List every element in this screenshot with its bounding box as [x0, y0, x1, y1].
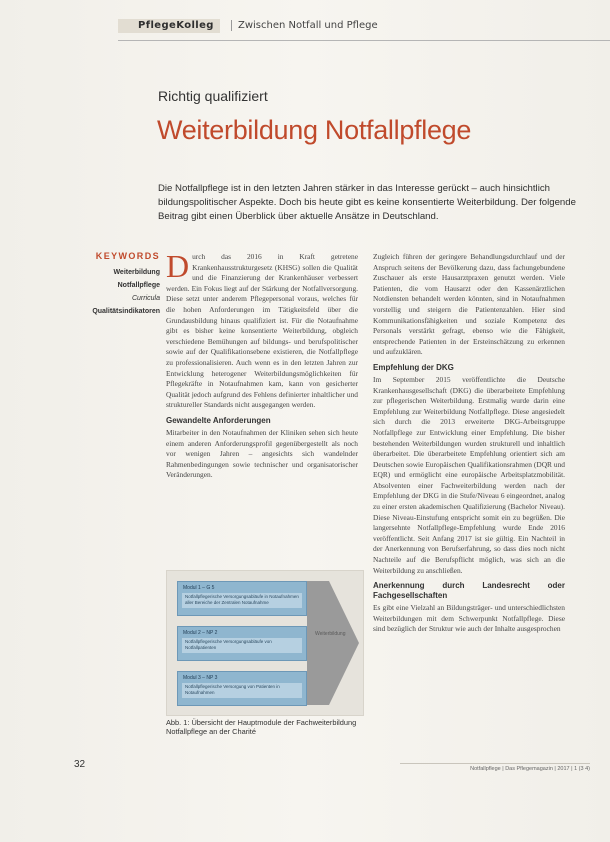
module-title: Modul 2 – NP 2: [183, 630, 218, 636]
module-description: Notfallpflegerische Versorgungsabläufe in Notaufnahmen aller Bereiche der Zentralen Notaufnahme: [182, 593, 302, 608]
body-paragraph: Mitarbeiter in den Notaufnahmen der Kliniken sehen sich heute einem anderen Anforderungsprofil gegenübergestellt als noch vor wenigen Jahren – angesichts sich wandelnder Rahmenbedingungen sowie technischer und organisatorischer Veränderungen.: [166, 427, 358, 480]
body-paragraph: Zugleich führen der geringere Behandlungsdurchlauf und der Anspruch seitens der Bevölkerung dazu, dass fachungebundene Zuschauer als erste Hausarztpraxen genutzt werden. Viele Patienten, die vom Hausarzt oder den Kassenärztlichen Notdiensten behandelt werden könnten, sind in Notaufnahmen vorstellig und steigern die Patientenzahlen. Hier sind Kommunikationsfähigkeiten und soziale Kompetenz des Personals verstärkt gefragt, ebenso wie die Fähigkeit, entsprechende Patienten in der Ersteinschätzung zu erkennen und aufzuklären.: [373, 252, 565, 357]
magazine-brand: PflegeKolleg: [118, 19, 220, 33]
keyword-item: Notfallpflege: [117, 282, 160, 289]
article-kicker: Richtig qualifiziert: [158, 88, 268, 104]
chevron-arrow-icon: [307, 581, 359, 705]
keywords-heading: KEYWORDS: [95, 251, 160, 261]
body-column-left: [166, 248, 358, 481]
body-column-right: [373, 252, 565, 635]
body-paragraph: Im September 2015 veröffentlichte die Deutsche Krankenhausgesellschaft (DKG) die überarbeitete Empfehlung zur pflegerischen Weiterbildung. Erstmalig wurde darin eine Empfehlung zur Weiterbildung Notfallpflege. Diese angesiedelt sich durch die 2013 erweiterte DKG-Arbeitsgruppe Notfallpflege zur Entwicklung einer Empfehlung. Die bisher bestehenden Weiterbildungen wurden strukturell und inhaltlich überarbeitet. Die überarbeitete Empfehlung orientiert sich am Deutschen sowie Europäischen Qualifikationsrahmen (DQR und EQR) und ermöglicht eine europäische Arbeitsplatzmobilität. Absolventen einer Fachweiterbildung werden nach der Empfehlung der DKG in die Stufe/Niveau 6 eingeordnet, analog zu einer ersten akademischen Qualifizierung (Bachelor Niveau). Diese Niveau-Einstufung entspricht somit ein zu begrüßen. Die langersehnte Notfallpflege-Empfehlung wurde Ende 2016 veröffentlicht. Seit Anfang 2017 ist sie gültig. Ein Nachteil in der Anerkennung von Berufserfahrung, so dass dies noch nicht Nachteile auf die Berufspflicht möglich, was sich an die Weiterbildung zu anschließen.: [373, 374, 565, 575]
diagram-module: [177, 671, 307, 706]
module-title: Modul 3 – NP 3: [183, 675, 218, 681]
keyword-item: Curricula: [131, 295, 160, 302]
paragraph-text: urch das 2016 in Kraft getretene Krankenhausstrukturgesetz (KHSG) sollen die Qualität und die Finanzierung der Krankenhäuser verbessert werden. Ein Fokus liegt auf der Stärkung der Notfallversorgung. Diese setzt unter anderem Pflegepersonal voraus, welches für die hohen Anforderungen im Tätigkeitsfeld über die Grundausbildung hinaus qualifiziert ist. Für die Notaufnahme gibt es bisher keine konsentierte Weiterbildung, obgleich verschiedene Bemühungen auf bildungs- und berufspolitischer sowie auf der Qualifikationsebene existieren, die Notfallpflege zu professionalisieren. Auch wenn es in den letzten Jahren zur Entwicklung heterogener Weiterbildungsmöglichkeiten für Pflegekräfte in Notaufnahmen kam, kann von gesicherter Qualität jedoch aufgrund des Fehlens definierter inhaltlicher und struktureller Standards nicht ausgegangen werden.: [166, 252, 358, 410]
subheading: Empfehlung der DKG: [373, 362, 454, 372]
figure-caption: Abb. 1: Übersicht der Hauptmodule der Fachweiterbildung Notfallpflege an der Charité: [166, 718, 357, 736]
keywords-list: [60, 266, 160, 318]
page-footer: Notfallpflege | Das Pflegemagazin | 2017 | 1 (3 4): [400, 763, 590, 772]
body-paragraph: [166, 248, 358, 411]
page-number: 32: [74, 759, 86, 770]
section-name: Zwischen Notfall und Pflege: [231, 20, 378, 31]
running-header: [118, 14, 610, 41]
module-diagram: [166, 570, 364, 716]
subheading: Gewandelte Anforderungen: [166, 415, 271, 425]
subheading: Anerkennung durch Landesrecht oder Fachgesellschaften: [373, 581, 565, 601]
diagram-module: [177, 626, 307, 661]
module-title: Modul 1 – G 5: [183, 585, 215, 591]
drop-cap: D: [166, 248, 190, 284]
module-description: Notfallpflegerische Versorgungsabläufe von Notfallpatienten: [182, 638, 302, 653]
article-lead: Die Notfallpflege ist in den letzten Jahren stärker in das Interesse gerückt – auch hinsichtlich bildungspolitischer Aspekte. Doch bis heute gibt es keine konsentierte Weiterbildung. Der folgende Beitrag gibt einen Überblick über aktuelle Ansätze in Deutschland.: [158, 183, 576, 222]
arrow-label: Weiterbildung: [315, 631, 346, 637]
body-paragraph: Es gibt eine Vielzahl an Bildungsträger- und unterschiedlichsten Weiterbildungen mit dem Schwerpunkt Notfallpflege. Diese sind bezüglich der Struktur wie auch der Inhalte ausgesprochen: [373, 603, 565, 634]
diagram-module: [177, 581, 307, 616]
keyword-item: Qualitätsindikatoren: [92, 308, 160, 315]
module-description: Notfallpflegerische Versorgung von Patienten in Notaufnahmen: [182, 683, 302, 698]
article-title: Weiterbildung Notfallpflege: [157, 115, 472, 145]
keyword-item: Weiterbildung: [113, 269, 160, 276]
